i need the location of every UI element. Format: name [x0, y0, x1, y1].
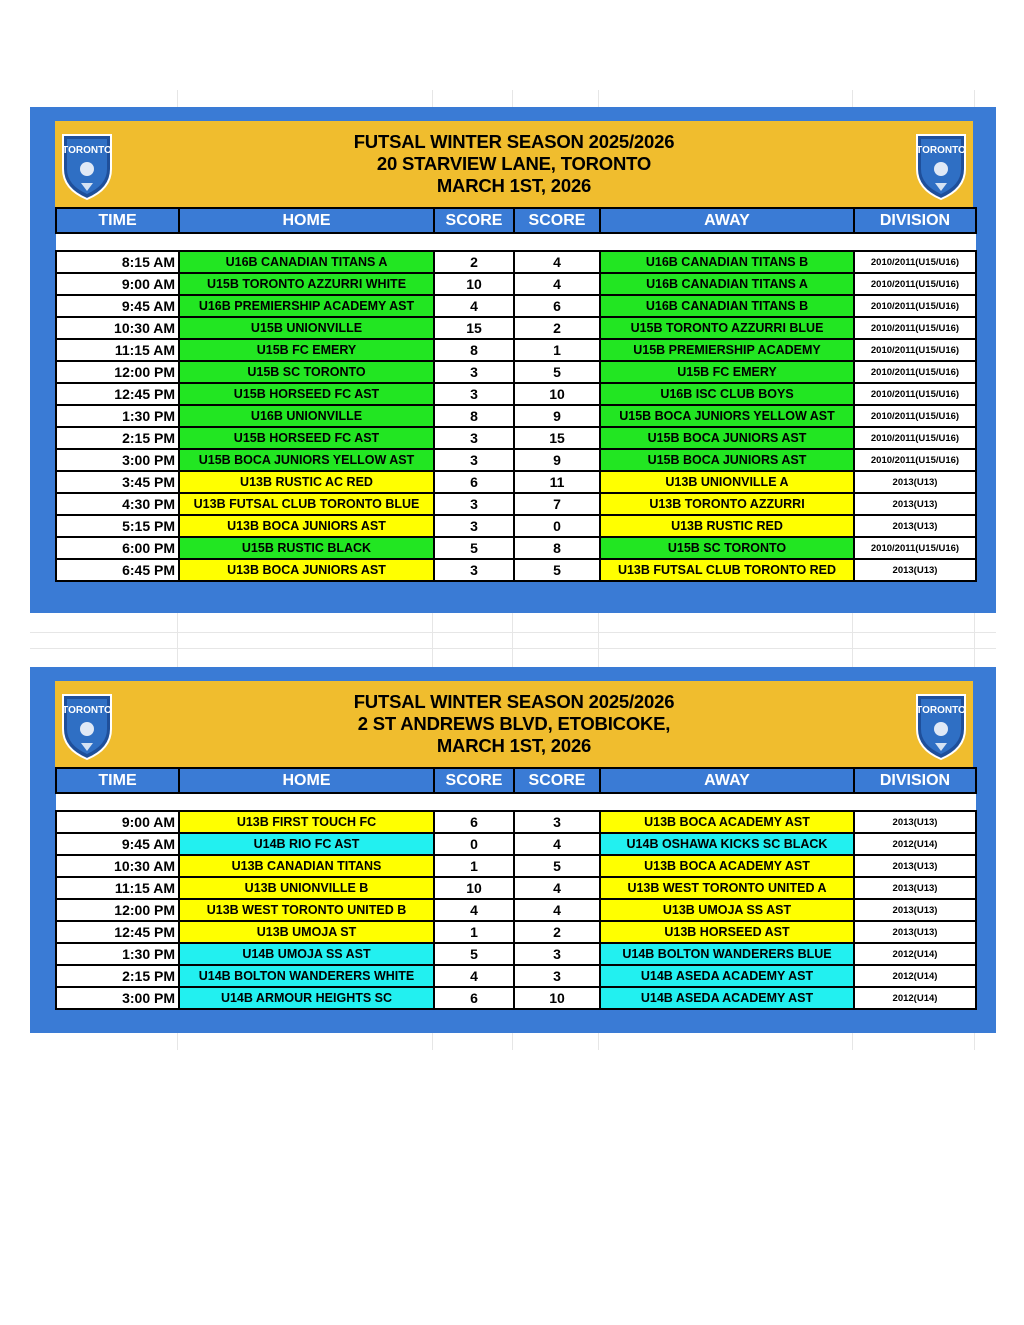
game-time: 12:45 PM [56, 383, 179, 405]
spacer-cell [434, 233, 514, 251]
division: 2010/2011(U15/U16) [854, 295, 976, 317]
column-header-home: HOME [179, 208, 434, 233]
game-time: 8:15 AM [56, 251, 179, 273]
spacer-cell [514, 233, 600, 251]
away-score: 9 [514, 405, 600, 427]
table-row [56, 251, 976, 273]
game-time: 6:00 PM [56, 537, 179, 559]
away-score: 4 [514, 273, 600, 295]
logo-text: TORONTO [916, 705, 966, 716]
division: 2010/2011(U15/U16) [854, 339, 976, 361]
table-row [56, 493, 976, 515]
away-score: 3 [514, 811, 600, 833]
home-team: U16B UNIONVILLE [179, 405, 434, 427]
home-score: 6 [434, 471, 514, 493]
away-team: U15B TORONTO AZZURRI BLUE [600, 317, 854, 339]
table-row [56, 833, 976, 855]
column-header-score-away: SCORE [514, 768, 600, 793]
game-time: 1:30 PM [56, 405, 179, 427]
home-score: 5 [434, 943, 514, 965]
game-time: 11:15 AM [56, 877, 179, 899]
venue-address: 2 ST ANDREWS BLVD, ETOBICOKE, [357, 713, 671, 734]
away-team: U13B RUSTIC RED [600, 515, 854, 537]
game-time: 2:15 PM [56, 427, 179, 449]
schedule-header [55, 121, 973, 207]
schedule-panel-etobicoke [30, 667, 996, 1033]
home-team: U15B HORSEED FC AST [179, 427, 434, 449]
spacer-cell [179, 793, 434, 811]
spacer-cell [600, 793, 854, 811]
away-team: U14B OSHAWA KICKS SC BLACK [600, 833, 854, 855]
game-time: 3:00 PM [56, 449, 179, 471]
home-score: 3 [434, 515, 514, 537]
table-row [56, 405, 976, 427]
sheet-gridline [30, 632, 996, 633]
home-score: 8 [434, 405, 514, 427]
column-header-away: AWAY [600, 208, 854, 233]
division: 2012(U14) [854, 987, 976, 1009]
division: 2010/2011(U15/U16) [854, 449, 976, 471]
home-score: 3 [434, 361, 514, 383]
table-row [56, 559, 976, 581]
away-team: U13B BOCA ACADEMY AST [600, 855, 854, 877]
schedule-table [55, 207, 977, 582]
away-team: U15B FC EMERY [600, 361, 854, 383]
game-time: 9:00 AM [56, 811, 179, 833]
away-team: U16B CANADIAN TITANS A [600, 273, 854, 295]
table-row [56, 449, 976, 471]
game-time: 5:15 PM [56, 515, 179, 537]
division: 2012(U14) [854, 833, 976, 855]
away-score: 7 [514, 493, 600, 515]
game-time: 9:45 AM [56, 295, 179, 317]
column-header-score-home: SCORE [434, 208, 514, 233]
division: 2013(U13) [854, 811, 976, 833]
division: 2013(U13) [854, 471, 976, 493]
event-date: MARCH 1ST, 2026 [436, 175, 592, 196]
away-team: U16B ISC CLUB BOYS [600, 383, 854, 405]
spacer-row [56, 793, 976, 811]
away-score: 4 [514, 899, 600, 921]
game-time: 4:30 PM [56, 493, 179, 515]
toronto-logo-icon [913, 689, 969, 761]
away-team: U13B UNIONVILLE A [600, 471, 854, 493]
spacer-cell [600, 233, 854, 251]
table-row [56, 855, 976, 877]
home-team: U15B FC EMERY [179, 339, 434, 361]
away-score: 3 [514, 965, 600, 987]
away-team: U13B BOCA ACADEMY AST [600, 811, 854, 833]
division: 2010/2011(U15/U16) [854, 537, 976, 559]
table-row [56, 317, 976, 339]
home-score: 0 [434, 833, 514, 855]
home-team: U15B RUSTIC BLACK [179, 537, 434, 559]
home-score: 10 [434, 877, 514, 899]
home-score: 6 [434, 987, 514, 1009]
away-score: 10 [514, 383, 600, 405]
game-time: 12:45 PM [56, 921, 179, 943]
table-row [56, 427, 976, 449]
home-score: 3 [434, 493, 514, 515]
home-team: U15B BOCA JUNIORS YELLOW AST [179, 449, 434, 471]
division: 2010/2011(U15/U16) [854, 361, 976, 383]
table-header-row [56, 768, 976, 793]
table-row [56, 273, 976, 295]
spacer-cell [854, 233, 976, 251]
division: 2013(U13) [854, 877, 976, 899]
home-score: 5 [434, 537, 514, 559]
home-score: 1 [434, 921, 514, 943]
away-score: 1 [514, 339, 600, 361]
spacer-cell [56, 233, 179, 251]
home-score: 6 [434, 811, 514, 833]
away-score: 11 [514, 471, 600, 493]
home-score: 4 [434, 965, 514, 987]
home-team: U15B TORONTO AZZURRI WHITE [179, 273, 434, 295]
game-time: 10:30 AM [56, 317, 179, 339]
venue-address: 20 STARVIEW LANE, TORONTO [376, 153, 652, 174]
away-score: 9 [514, 449, 600, 471]
away-score: 6 [514, 295, 600, 317]
column-header-score-home: SCORE [434, 768, 514, 793]
schedule-table [55, 767, 977, 1010]
game-time: 9:00 AM [56, 273, 179, 295]
home-team: U13B BOCA JUNIORS AST [179, 559, 434, 581]
table-row [56, 383, 976, 405]
division: 2010/2011(U15/U16) [854, 383, 976, 405]
away-score: 10 [514, 987, 600, 1009]
division: 2010/2011(U15/U16) [854, 251, 976, 273]
division: 2013(U13) [854, 515, 976, 537]
game-time: 12:00 PM [56, 899, 179, 921]
division: 2013(U13) [854, 921, 976, 943]
column-header-time: TIME [56, 208, 179, 233]
sheet-gridline [30, 648, 996, 649]
home-team: U13B UMOJA ST [179, 921, 434, 943]
table-row [56, 471, 976, 493]
home-team: U13B CANADIAN TITANS [179, 855, 434, 877]
table-header-row [56, 208, 976, 233]
season-title: FUTSAL WINTER SEASON 2025/2026 [353, 131, 675, 152]
away-score: 4 [514, 251, 600, 273]
spacer-cell [179, 233, 434, 251]
home-score: 10 [434, 273, 514, 295]
away-score: 5 [514, 855, 600, 877]
home-score: 8 [434, 339, 514, 361]
table-row [56, 877, 976, 899]
column-header-away: AWAY [600, 768, 854, 793]
away-team: U15B BOCA JUNIORS AST [600, 449, 854, 471]
home-team: U16B CANADIAN TITANS A [179, 251, 434, 273]
season-title: FUTSAL WINTER SEASON 2025/2026 [353, 691, 675, 712]
away-score: 15 [514, 427, 600, 449]
division: 2010/2011(U15/U16) [854, 405, 976, 427]
game-time: 2:15 PM [56, 965, 179, 987]
table-row [56, 987, 976, 1009]
home-team: U13B FIRST TOUCH FC [179, 811, 434, 833]
away-team: U15B BOCA JUNIORS YELLOW AST [600, 405, 854, 427]
home-team: U13B RUSTIC AC RED [179, 471, 434, 493]
division: 2013(U13) [854, 855, 976, 877]
logo-text: TORONTO [62, 145, 112, 156]
game-time: 9:45 AM [56, 833, 179, 855]
spacer-cell [514, 793, 600, 811]
home-team: U13B WEST TORONTO UNITED B [179, 899, 434, 921]
table-row [56, 965, 976, 987]
away-score: 2 [514, 921, 600, 943]
logo-text: TORONTO [62, 705, 112, 716]
away-score: 4 [514, 877, 600, 899]
home-team: U16B PREMIERSHIP ACADEMY AST [179, 295, 434, 317]
home-team: U14B BOLTON WANDERERS WHITE [179, 965, 434, 987]
table-row [56, 921, 976, 943]
home-team: U14B ARMOUR HEIGHTS SC [179, 987, 434, 1009]
table-row [56, 899, 976, 921]
home-score: 3 [434, 559, 514, 581]
schedule-panel-starview [30, 107, 996, 613]
away-team: U13B TORONTO AZZURRI [600, 493, 854, 515]
home-score: 2 [434, 251, 514, 273]
event-date: MARCH 1ST, 2026 [436, 735, 592, 756]
schedule-header [55, 681, 973, 767]
away-score: 0 [514, 515, 600, 537]
table-row [56, 295, 976, 317]
logo-text: TORONTO [916, 145, 966, 156]
away-score: 5 [514, 361, 600, 383]
table-row [56, 943, 976, 965]
spacer-cell [854, 793, 976, 811]
away-score: 8 [514, 537, 600, 559]
away-team: U13B UMOJA SS AST [600, 899, 854, 921]
home-team: U15B SC TORONTO [179, 361, 434, 383]
column-header-division: DIVISION [854, 208, 976, 233]
home-score: 3 [434, 449, 514, 471]
away-team: U16B CANADIAN TITANS B [600, 251, 854, 273]
home-score: 4 [434, 899, 514, 921]
table-row [56, 811, 976, 833]
away-score: 4 [514, 833, 600, 855]
table-row [56, 339, 976, 361]
division: 2010/2011(U15/U16) [854, 273, 976, 295]
game-time: 6:45 PM [56, 559, 179, 581]
home-team: U15B UNIONVILLE [179, 317, 434, 339]
away-score: 3 [514, 943, 600, 965]
table-row [56, 515, 976, 537]
column-header-score-away: SCORE [514, 208, 600, 233]
home-team: U15B HORSEED FC AST [179, 383, 434, 405]
table-row [56, 361, 976, 383]
game-time: 3:00 PM [56, 987, 179, 1009]
away-team: U14B BOLTON WANDERERS BLUE [600, 943, 854, 965]
game-time: 3:45 PM [56, 471, 179, 493]
home-team: U13B FUTSAL CLUB TORONTO BLUE [179, 493, 434, 515]
spacer-row [56, 233, 976, 251]
home-score: 1 [434, 855, 514, 877]
column-header-home: HOME [179, 768, 434, 793]
column-header-division: DIVISION [854, 768, 976, 793]
home-team: U13B UNIONVILLE B [179, 877, 434, 899]
toronto-logo-icon [913, 129, 969, 201]
home-score: 3 [434, 427, 514, 449]
home-team: U13B BOCA JUNIORS AST [179, 515, 434, 537]
home-score: 4 [434, 295, 514, 317]
division: 2012(U14) [854, 943, 976, 965]
division: 2013(U13) [854, 559, 976, 581]
home-team: U14B UMOJA SS AST [179, 943, 434, 965]
division: 2010/2011(U15/U16) [854, 427, 976, 449]
away-team: U13B FUTSAL CLUB TORONTO RED [600, 559, 854, 581]
away-team: U16B CANADIAN TITANS B [600, 295, 854, 317]
game-time: 11:15 AM [56, 339, 179, 361]
away-team: U13B HORSEED AST [600, 921, 854, 943]
away-score: 2 [514, 317, 600, 339]
away-team: U13B WEST TORONTO UNITED A [600, 877, 854, 899]
home-team: U14B RIO FC AST [179, 833, 434, 855]
away-team: U15B BOCA JUNIORS AST [600, 427, 854, 449]
division: 2013(U13) [854, 493, 976, 515]
division: 2013(U13) [854, 899, 976, 921]
spacer-cell [56, 793, 179, 811]
away-team: U15B PREMIERSHIP ACADEMY [600, 339, 854, 361]
away-team: U14B ASEDA ACADEMY AST [600, 965, 854, 987]
away-team: U15B SC TORONTO [600, 537, 854, 559]
away-score: 5 [514, 559, 600, 581]
division: 2010/2011(U15/U16) [854, 317, 976, 339]
home-score: 15 [434, 317, 514, 339]
game-time: 10:30 AM [56, 855, 179, 877]
division: 2012(U14) [854, 965, 976, 987]
game-time: 12:00 PM [56, 361, 179, 383]
home-score: 3 [434, 383, 514, 405]
away-team: U14B ASEDA ACADEMY AST [600, 987, 854, 1009]
column-header-time: TIME [56, 768, 179, 793]
spacer-cell [434, 793, 514, 811]
table-row [56, 537, 976, 559]
game-time: 1:30 PM [56, 943, 179, 965]
